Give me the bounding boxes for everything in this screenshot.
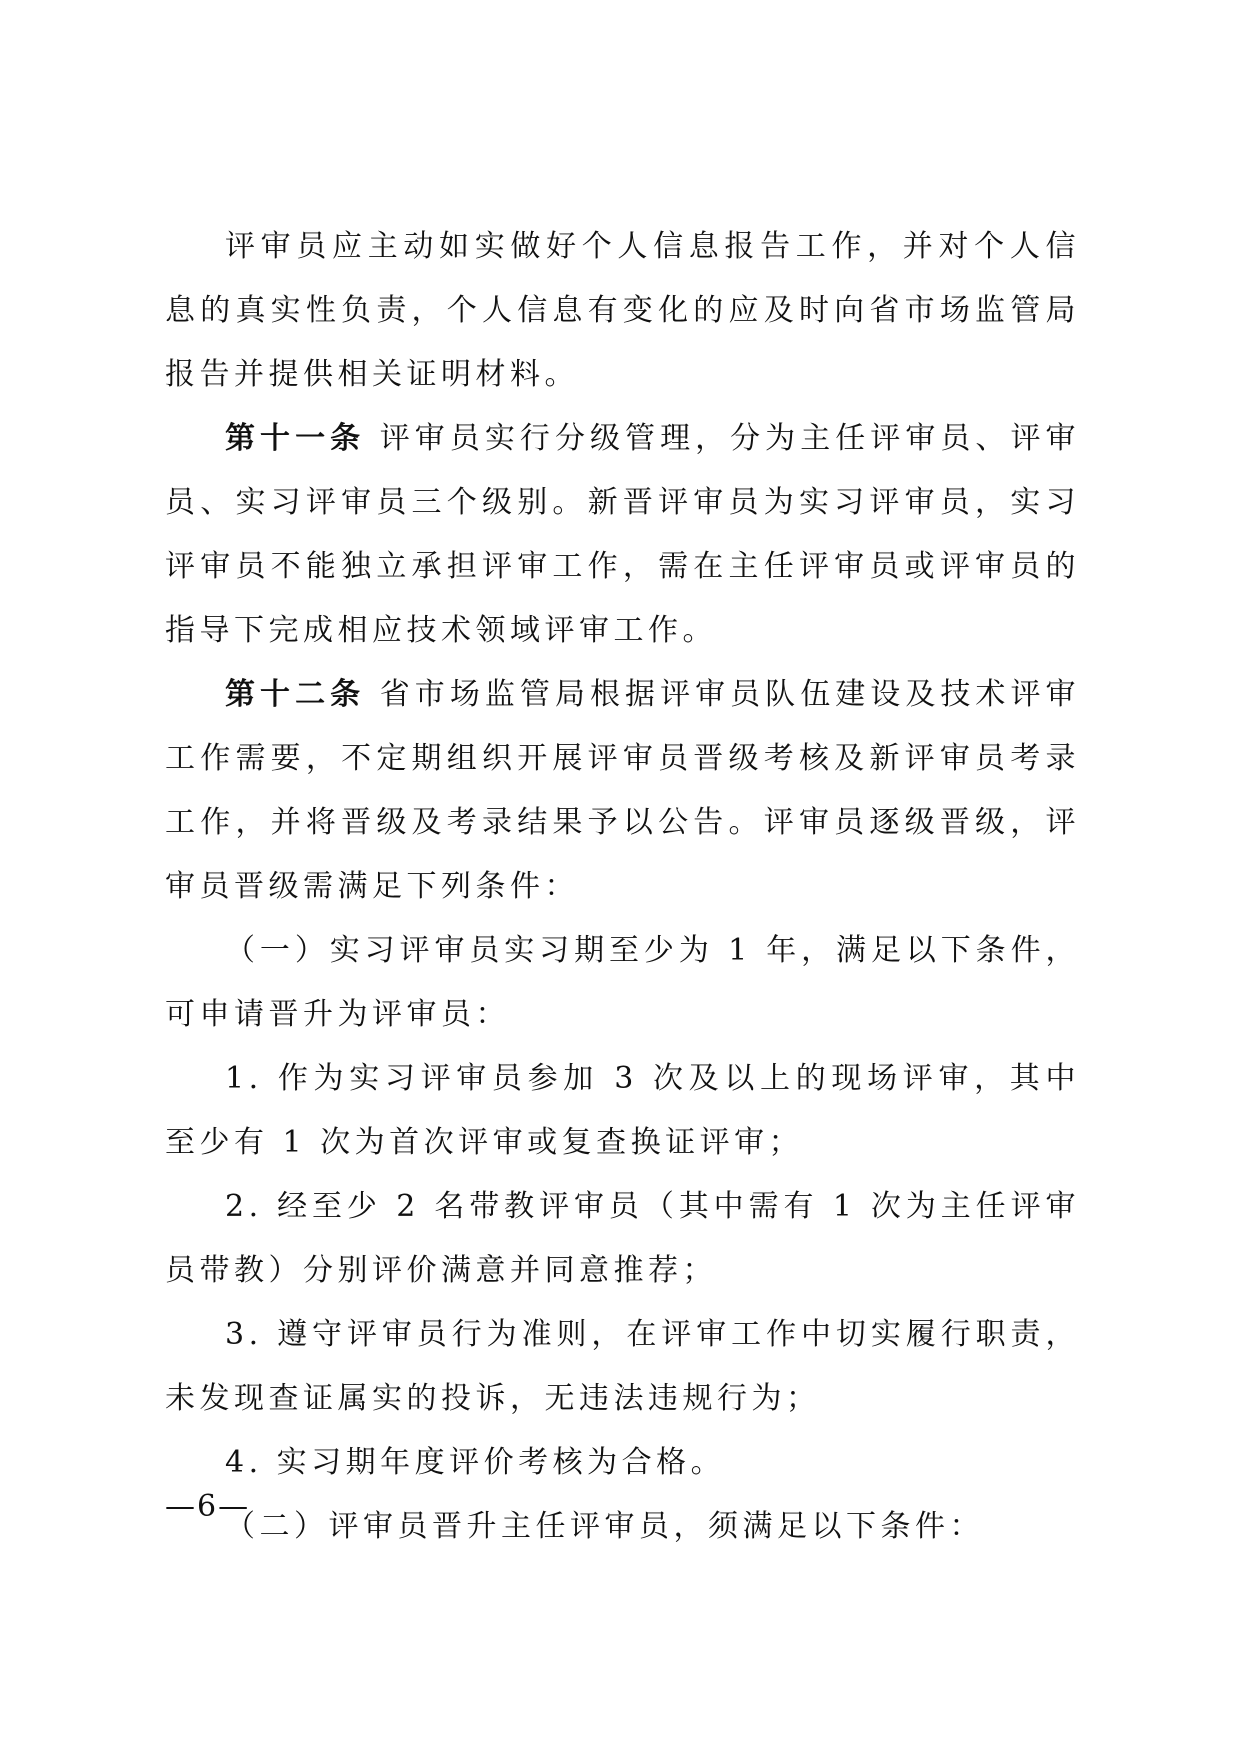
paragraph-text: 省市场监管局根据评审员队伍建设及技术评审工作需要，不定期组织开展评审员晋级考核及新评审员考录工作，并将晋级及考录结果予以公告。评审员逐级晋级，评审员晋级需满足下列条件： xyxy=(165,677,1081,904)
page-number: —6— xyxy=(165,1489,251,1524)
paragraph-text: （二）评审员晋升主任评审员，须满足以下条件： xyxy=(225,1509,984,1544)
paragraph-text: 评审员实行分级管理，分为主任评审员、评审员、实习评审员三个级别。新晋评审员为实习评审员，实习评审员不能独立承担评审工作，需在主任评审员或评审员的指导下完成相应技术领域评审工作。 xyxy=(165,421,1081,648)
article-11 xyxy=(165,407,1080,663)
list-item-4 xyxy=(165,1431,1080,1495)
paragraph-text: 2. 经至少 2 名带教评审员（其中需有 1 次为主任评审员带教）分别评价满意并同意推荐； xyxy=(165,1189,1080,1288)
paragraph-info-report xyxy=(165,215,1080,407)
article-12 xyxy=(165,663,1080,919)
list-item-1 xyxy=(165,1047,1080,1175)
article-heading: 第十一条 xyxy=(225,421,366,456)
list-item-2 xyxy=(165,1175,1080,1303)
list-item-3 xyxy=(165,1303,1080,1431)
paragraph-text: 3. 遵守评审员行为准则，在评审工作中切实履行职责，未发现查证属实的投诉，无违法违规行为； xyxy=(165,1317,1080,1416)
paragraph-text: 4. 实习期年度评价考核为合格。 xyxy=(225,1445,726,1480)
clause-2 xyxy=(165,1495,1080,1559)
article-heading: 第十二条 xyxy=(225,677,366,712)
clause-1 xyxy=(165,919,1080,1047)
paragraph-text: 评审员应主动如实做好个人信息报告工作，并对个人信息的真实性负责，个人信息有变化的应及时向省市场监管局报告并提供相关证明材料。 xyxy=(165,229,1080,392)
document-body xyxy=(165,215,1080,1559)
paragraph-text: （一）实习评审员实习期至少为 1 年，满足以下条件，可申请晋升为评审员： xyxy=(165,933,1080,1032)
paragraph-text: 1. 作为实习评审员参加 3 次及以上的现场评审，其中至少有 1 次为首次评审或复查换证评审； xyxy=(165,1061,1080,1160)
